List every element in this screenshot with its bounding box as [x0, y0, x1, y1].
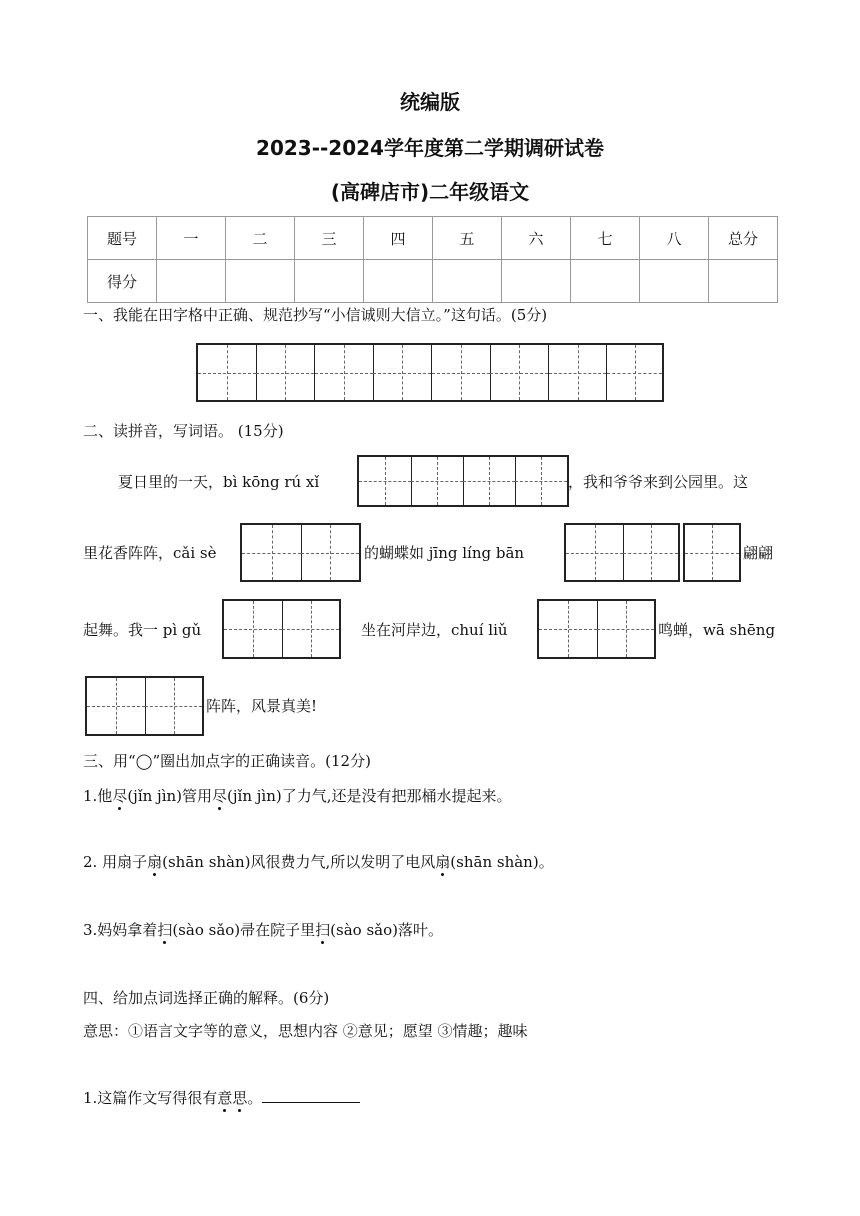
score-cell[interactable] — [502, 260, 571, 303]
score-table — [87, 216, 778, 303]
q4-item1-answer-blank[interactable] — [262, 1088, 360, 1103]
q3-item3-b: (sào sǎo)帚在院子里 — [172, 921, 316, 939]
q2-sentence4-a: 阵阵，风景真美! — [206, 697, 318, 715]
q4-item1-a: 1.这篇作文写得很有 — [83, 1089, 218, 1107]
q3-item2-a: 2. 用扇子 — [83, 853, 148, 871]
score-table-header-row — [88, 217, 778, 260]
score-row-label: 得分 — [88, 260, 157, 303]
q3-item2-b: (shān shàn)风很费力气,所以发明了电风 — [162, 853, 436, 871]
score-header-cell: 三 — [295, 217, 364, 260]
score-header-cell: 题号 — [88, 217, 157, 260]
q4-item1-b: 。 — [247, 1089, 263, 1107]
q2-grid-6[interactable] — [85, 676, 204, 736]
q2-prompt: 二、读拼音，写词语。 (15分) — [83, 422, 284, 440]
q2-grid-4[interactable] — [222, 599, 341, 659]
q3-item1-dotted-char1: 尽 — [112, 787, 128, 805]
q3-item2-dotted-char2: 扇 — [435, 853, 451, 871]
header-line2: 2023--2024学年度第二学期调研试卷 — [256, 136, 604, 160]
score-cell[interactable] — [295, 260, 364, 303]
q4-item1-dotted-char1: 意 — [217, 1089, 233, 1107]
q2-grid-1[interactable] — [357, 455, 569, 507]
q3-item3 — [83, 920, 443, 940]
score-header-cell: 四 — [364, 217, 433, 260]
score-header-cell: 六 — [502, 217, 571, 260]
q4-item1 — [83, 1088, 360, 1108]
score-cell[interactable] — [571, 260, 640, 303]
q2-grid-2[interactable] — [240, 523, 361, 582]
q3-item1-b: (jǐn jìn)管用 — [127, 787, 213, 805]
q2-grid-3b[interactable] — [683, 523, 741, 582]
q2-sentence2-c: 翩翩 — [743, 544, 774, 562]
q1-prompt: 一、我能在田字格中正确、规范抄写“小信诚则大信立。”这句话。(5分) — [83, 306, 548, 324]
q3-item1-a: 1.他 — [83, 787, 113, 805]
score-header-cell: 总分 — [709, 217, 778, 260]
q4-prompt: 四、给加点词选择正确的解释。(6分) — [83, 989, 330, 1007]
score-cell[interactable] — [364, 260, 433, 303]
score-header-cell: 五 — [433, 217, 502, 260]
q2-sentence2-a: 里花香阵阵，cǎi sè — [83, 544, 217, 562]
header-line1: 统编版 — [400, 90, 460, 114]
score-header-cell: 七 — [571, 217, 640, 260]
score-table-score-row — [88, 260, 778, 303]
q2-sentence3-c: 鸣蝉，wā shēng — [658, 621, 776, 639]
q3-item1-dotted-char2: 尽 — [212, 787, 228, 805]
q3-item1-d: (jǐn jìn)了力气,还是没有把那桶水提起来。 — [227, 787, 512, 805]
q2-sentence1-a: 夏日里的一天，bì kōng rú xǐ — [118, 473, 320, 491]
q4-item1-dotted-char2: 思 — [232, 1089, 248, 1107]
score-cell[interactable] — [433, 260, 502, 303]
q3-item3-dotted-char1: 扫 — [157, 921, 173, 939]
q2-sentence3-a: 起舞。我一 pì gǔ — [83, 621, 202, 639]
q2-grid-3[interactable] — [564, 523, 680, 582]
q2-sentence3-b: 坐在河岸边，chuí liǔ — [361, 621, 508, 639]
q3-item2 — [83, 852, 554, 872]
score-header-cell: 八 — [640, 217, 709, 260]
q2-sentence2-b: 的蝴蝶如 jīng líng bān — [364, 544, 525, 562]
q2-sentence1-b: ，我和爷爷来到公园里。这 — [568, 473, 749, 491]
q2-grid-5[interactable] — [537, 599, 656, 659]
score-cell[interactable] — [226, 260, 295, 303]
q1-writing-grid[interactable] — [196, 343, 664, 402]
score-cell[interactable] — [157, 260, 226, 303]
q3-item2-d: (shān shàn)。 — [450, 853, 554, 871]
q3-item1 — [83, 786, 512, 806]
q4-definitions: 意思：①语言文字等的意义，思想内容 ②意见；愿望 ③情趣；趣味 — [83, 1022, 528, 1040]
score-header-cell: 一 — [157, 217, 226, 260]
q3-item3-dotted-char2: 扫 — [315, 921, 331, 939]
score-cell[interactable] — [709, 260, 778, 303]
q3-item2-dotted-char1: 扇 — [147, 853, 163, 871]
score-cell[interactable] — [640, 260, 709, 303]
q3-item3-d: (sào sǎo)落叶。 — [330, 921, 443, 939]
header-line3: (高碑店市)二年级语文 — [330, 180, 530, 204]
score-header-cell: 二 — [226, 217, 295, 260]
q3-prompt: 三、用“◯”圈出加点字的正确读音。(12分) — [83, 752, 371, 770]
q3-item3-a: 3.妈妈拿着 — [83, 921, 158, 939]
